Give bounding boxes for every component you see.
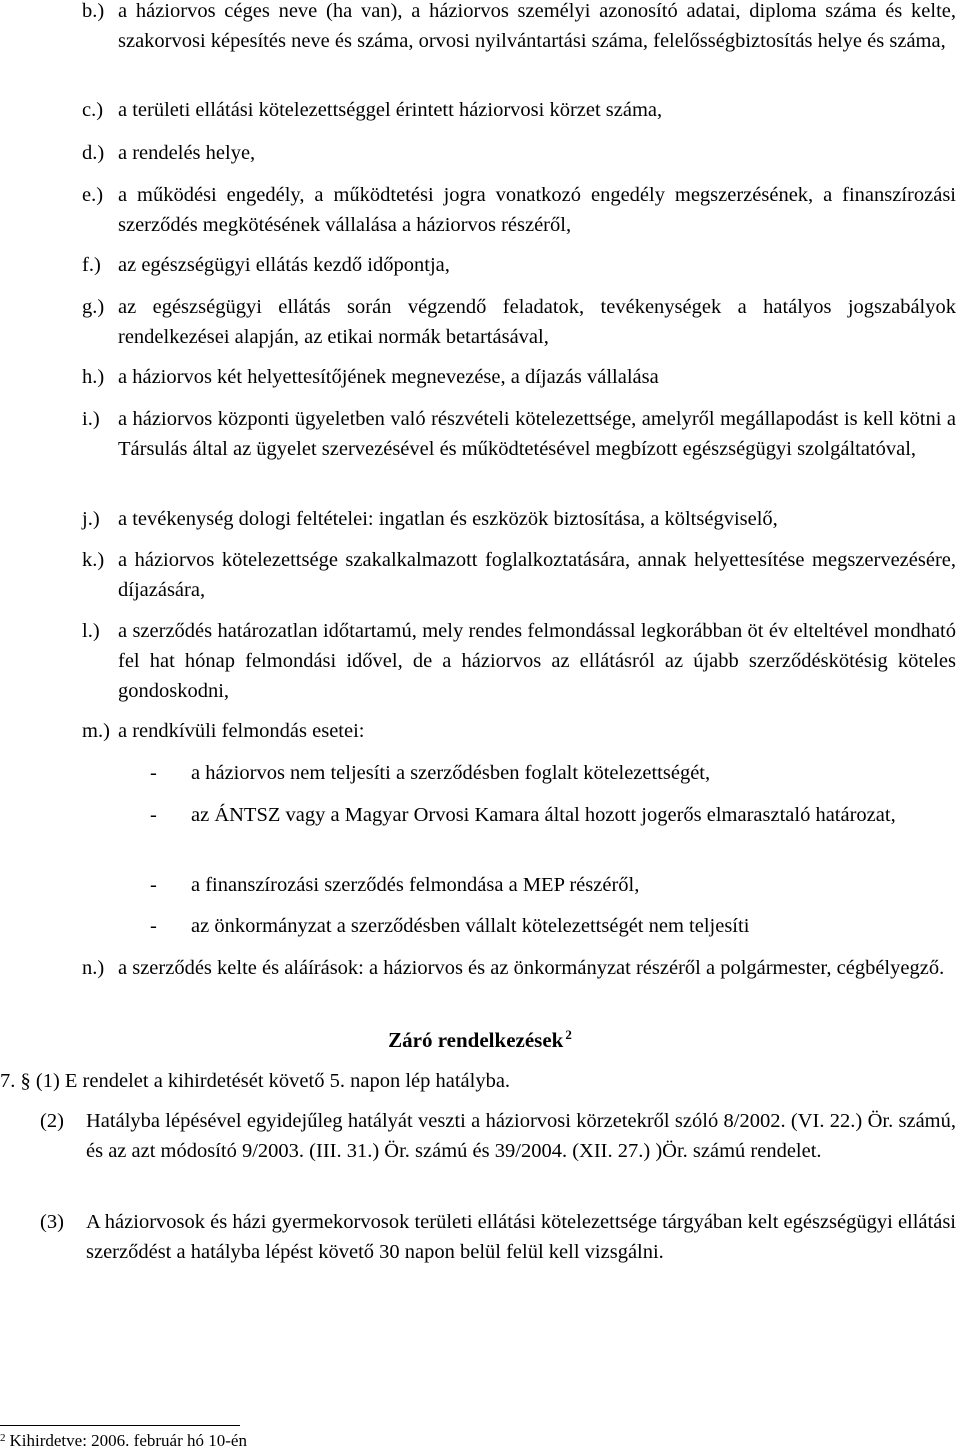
paragraph-label: (1) [35,1070,60,1092]
item-text: a tevékenység dologi feltételei: ingatlan és eszközök biztosítása, a költségviselő, [118,508,778,530]
item-text: a háziorvos céges neve (ha van), a háziorvos személyi azonosító adatai, diploma száma és kelte, szakorvosi képesítés neve és száma, orvosi nyilvántartási száma, felelősségbiztosítás helye és száma, [118,0,956,52]
paragraph-text: E rendelet a kihirdetését követő 5. napon lép hatályba. [64,1070,511,1092]
item-text: a szerződés kelte és aláírások: a háziorvos és az önkormányzat részéről a polgármester, cégbélyegző. [118,957,945,979]
paragraph-2 [40,1106,956,1166]
dash-text: a háziorvos nem teljesíti a szerződésben foglalt kötelezettségét, [191,762,711,784]
item-text: a területi ellátási kötelezettséggel érintett háziorvosi körzet száma, [118,99,663,121]
article-number: 7. [0,1070,16,1092]
footnote-number: 2 [0,1432,6,1444]
item-text: a rendkívüli felmondás esetei: [118,720,365,742]
item-label: g.) [82,296,105,318]
paragraph-text: A háziorvosok és házi gyermekorvosok területi ellátási kötelezettsége tárgyában kelt egészségügyi ellátási szerződést a hatályba lépést követő 30 napon belül felül kell vizsgálni. [86,1211,956,1263]
dash-mark: - [150,804,157,826]
dash-mark: - [150,874,157,896]
list-item-g [82,292,956,352]
footnote-divider [0,1425,240,1426]
item-label: l.) [82,620,100,642]
item-text: az egészségügyi ellátás során végzendő feladatok, tevékenységek a hatályos jogszabályok rendelkezései alapján, az etikai normák betartásával, [118,296,956,348]
section-symbol: § [20,1070,31,1092]
item-text: a háziorvos két helyettesítőjének megnevezése, a díjazás vállalása [118,366,659,388]
dash-item [150,800,956,830]
list-item-m [82,716,956,746]
list-item-n [82,953,956,983]
list-item-j [82,504,956,534]
item-label: d.) [82,142,105,164]
list-item-h [82,362,956,392]
section-heading [0,1020,960,1055]
paragraph-label: (3) [40,1211,64,1233]
dash-mark: - [150,762,157,784]
item-text: a működési engedély, a működtetési jogra vonatkozó engedély megszerzésének, a finanszírozási szerződés megkötésének vállalása a háziorvos részéről, [118,184,956,236]
item-label: e.) [82,184,104,206]
item-label: i.) [82,408,100,430]
item-text: az egészségügyi ellátás kezdő időpontja, [118,254,450,276]
section-title: Záró rendelkezések [388,1028,564,1052]
footnote-ref: 2 [565,1027,572,1042]
item-label: m.) [82,720,110,742]
article-line [0,1066,510,1096]
list-item-i [82,404,956,464]
item-label: j.) [82,508,100,530]
dash-text: a finanszírozási szerződés felmondása a MEP részéről, [191,874,640,896]
list-item-l [82,616,956,706]
item-text: a háziorvos kötelezettsége szakalkalmazott foglalkoztatására, annak helyettesítése megszervezésére, díjazására, [118,549,956,601]
dash-text: az ÁNTSZ vagy a Magyar Orvosi Kamara által hozott jogerős elmarasztaló határozat, [191,804,896,826]
list-item-c [82,95,956,125]
item-text: a rendelés helye, [118,142,256,164]
dash-text: az önkormányzat a szerződésben vállalt kötelezettségét nem teljesíti [191,915,750,937]
item-text: a szerződés határozatlan időtartamú, mely rendes felmondással legkorábban öt év elteltével mondható fel hat hónap felmondási idővel, de a háziorvos az ellátásról az újabb szerződéskötésig köteles gondoskodni, [118,620,956,702]
item-text: a háziorvos központi ügyeletben való részvételi kötelezettsége, amelyről megállapodást is kell kötni a Társulás által az ügyelet szervezésével és működtetésével megbízott egészségügyi szolgáltatóval, [118,408,956,460]
dash-item [150,758,956,788]
list-item-f [82,250,956,280]
list-item-d [82,138,956,168]
item-label: k.) [82,549,105,571]
item-label: h.) [82,366,105,388]
item-label: b.) [82,0,105,22]
item-label: c.) [82,99,104,121]
item-label: n.) [82,957,105,979]
list-item-k [82,545,956,605]
item-label: f.) [82,254,101,276]
paragraph-label: (2) [40,1110,64,1132]
footnote-text: Kihirdetve: 2006. február hó 10-én [9,1431,247,1450]
list-item-e [82,180,956,240]
dash-mark: - [150,915,157,937]
list-item-b [82,0,956,56]
paragraph-3 [40,1207,956,1267]
paragraph-text: Hatályba lépésével egyidejűleg hatályát veszti a háziorvosi körzetekről szóló 8/2002. (VI. 22.) Ör. számú, és az azt módosító 9/2003. (III. 31.) Ör. számú és 39/2004. (XII. 27.) )Ör. számú rendelet. [86,1110,956,1162]
dash-item [150,870,956,900]
dash-item [150,911,956,941]
